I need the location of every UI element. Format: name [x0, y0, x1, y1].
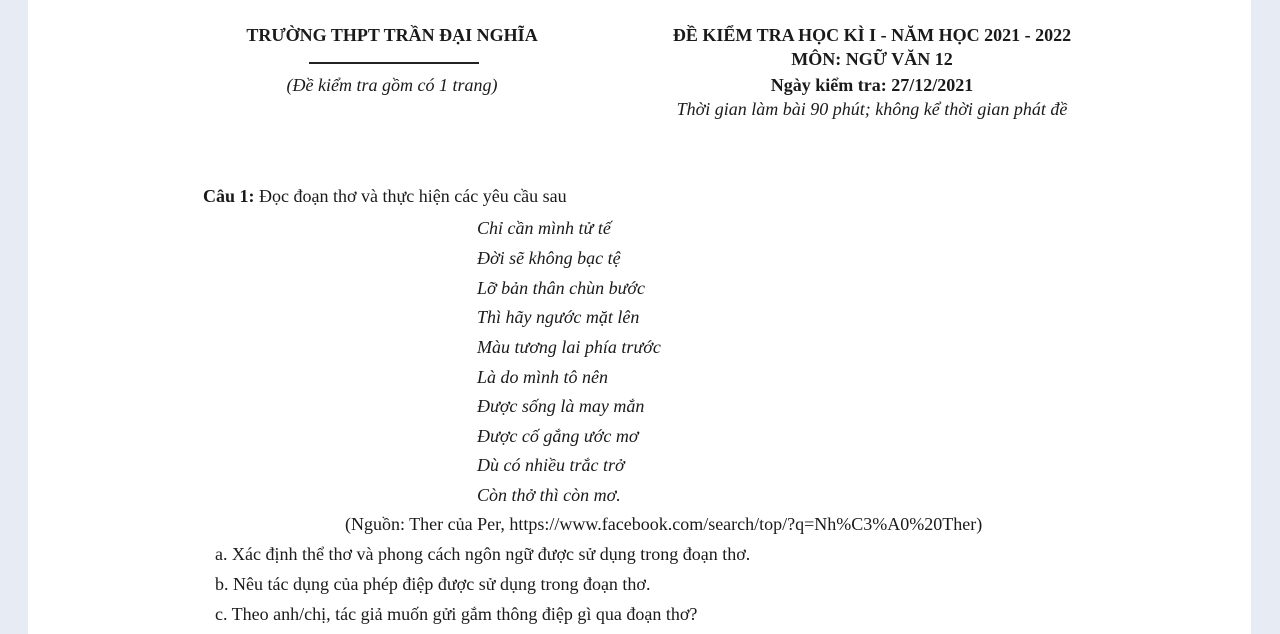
task-a: a. Xác định thể thơ và phong cách ngôn ngữ được sử dụng trong đoạn thơ. — [215, 544, 751, 564]
poem-line: Màu tương lai phía trước — [477, 337, 661, 357]
school-name: TRƯỜNG THPT TRẦN ĐẠI NGHĨA — [246, 25, 538, 45]
exam-duration: Thời gian làm bài 90 phút; không kể thời gian phát đề — [676, 99, 1068, 119]
header-divider — [309, 62, 479, 64]
question-heading — [203, 186, 567, 207]
document-page — [28, 0, 1251, 634]
poem-line: Được sống là may mắn — [477, 396, 645, 416]
exam-date: Ngày kiểm tra: 27/12/2021 — [770, 75, 974, 95]
page-note: (Đề kiểm tra gồm có 1 trang) — [286, 75, 498, 95]
task-b: b. Nêu tác dụng của phép điệp được sử dụng trong đoạn thơ. — [215, 574, 651, 594]
question-prompt: Đọc đoạn thơ và thực hiện các yêu cầu sau — [259, 186, 567, 206]
poem-line: Còn thở thì còn mơ. — [477, 485, 621, 505]
task-c: c. Theo anh/chị, tác giả muốn gửi gắm thông điệp gì qua đoạn thơ? — [215, 604, 698, 624]
subject: MÔN: NGỮ VĂN 12 — [791, 49, 953, 69]
poem-line: Thì hãy ngước mặt lên — [477, 307, 640, 327]
poem-line: Chỉ cần mình tử tế — [477, 218, 611, 238]
poem-line: Là do mình tô nên — [477, 367, 609, 387]
question-label: Câu 1: — [203, 186, 255, 206]
poem-line: Được cố gắng ước mơ — [477, 426, 639, 446]
poem-source: (Nguồn: Ther của Per, https://www.facebook.com/search/top/?q=Nh%C3%A0%20Ther) — [345, 514, 983, 534]
exam-title: ĐỀ KIỂM TRA HỌC KÌ I - NĂM HỌC 2021 - 2022 — [672, 25, 1072, 45]
poem-line: Lỡ bản thân chùn bước — [477, 278, 646, 298]
poem-line: Đời sẽ không bạc tệ — [477, 248, 621, 268]
poem-line: Dù có nhiều trắc trở — [477, 455, 625, 475]
